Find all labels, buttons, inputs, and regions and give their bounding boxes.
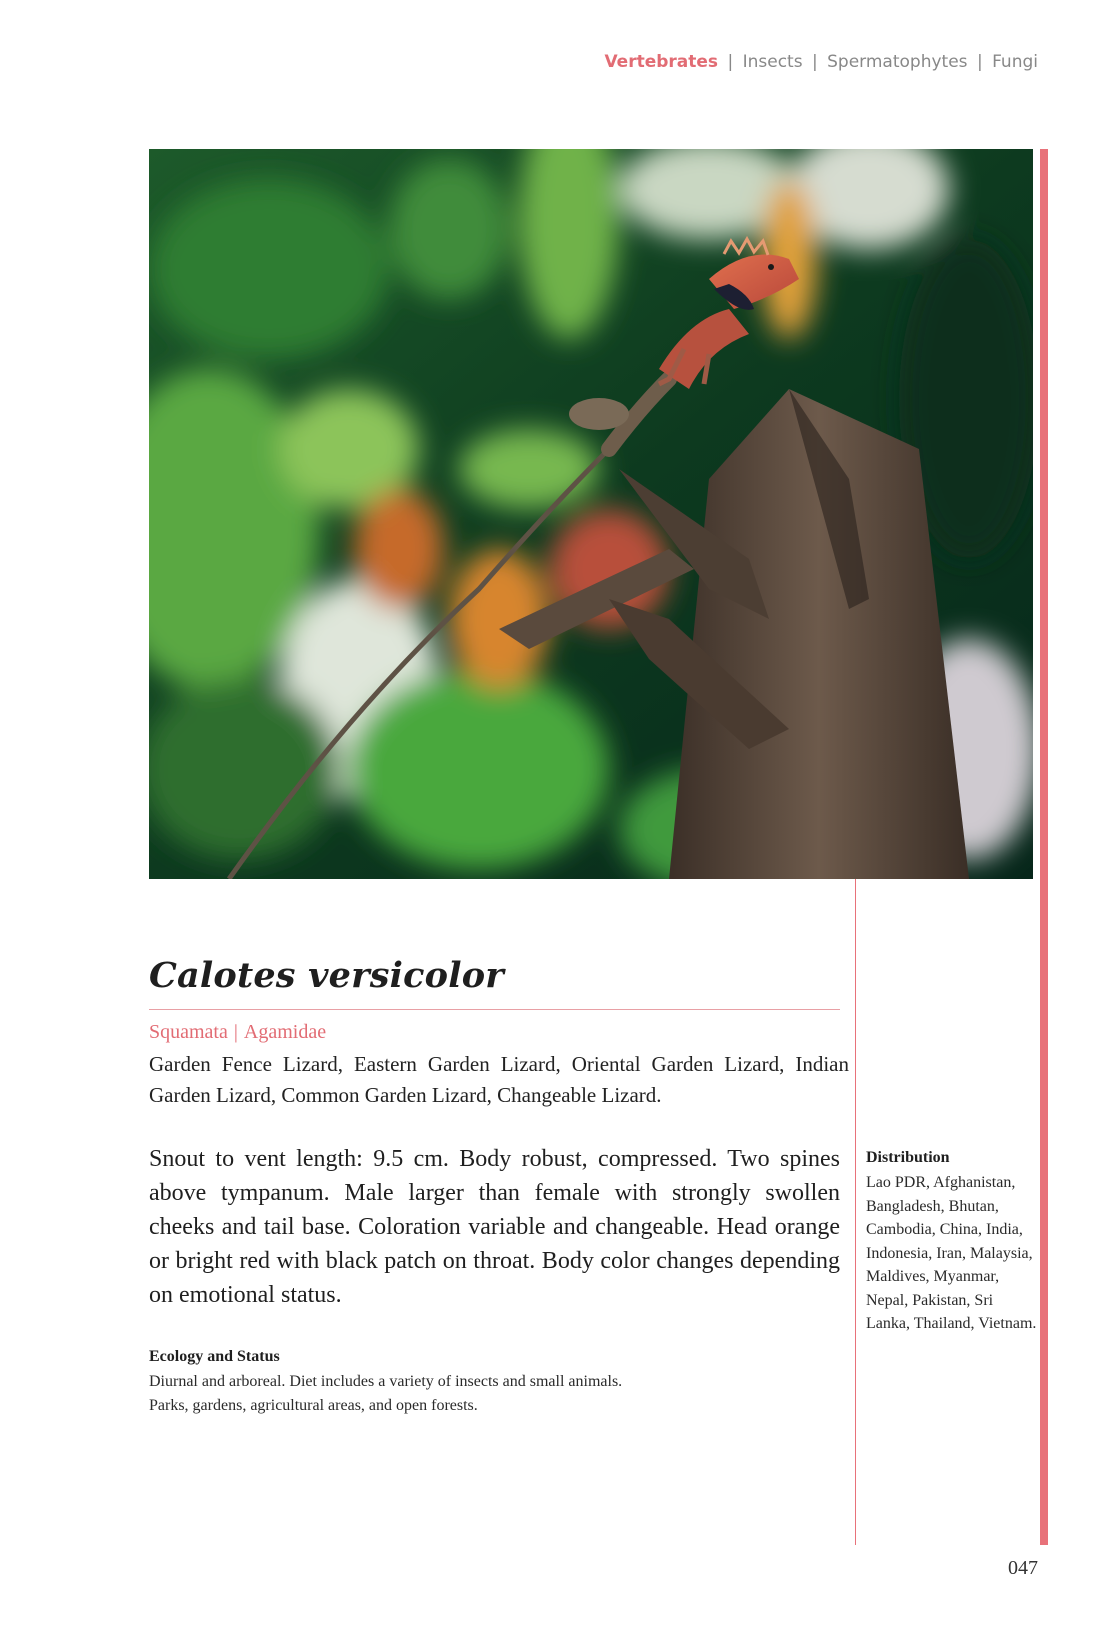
species-name: Calotes versicolor	[149, 955, 504, 996]
ecology-line: Diurnal and arboreal. Diet includes a variety of insects and small animals.	[149, 1373, 623, 1390]
title-rule	[149, 1009, 840, 1010]
nav-separator: |	[812, 52, 818, 72]
accent-bar	[1040, 149, 1048, 1545]
nav-separator: |	[976, 52, 983, 72]
common-names: Garden Fence Lizard, Eastern Garden Lizard, Oriental Garden Lizard, Indian Garden Lizard, Common Garden Lizard, Changeable Lizard.	[149, 1052, 849, 1107]
taxon-order: Squamata	[149, 1021, 228, 1043]
distribution-text: Lao PDR, Afghanistan, Bangladesh, Bhutan, Cambodia, China, India, Indonesia, Iran, Malaysia, Maldives, Myanmar, Nepal, Pakistan, Sri Lanka, Thailand, Vietnam.	[866, 1174, 1037, 1332]
taxonomy-line	[149, 1021, 326, 1044]
distribution-heading: Distribution	[866, 1149, 950, 1166]
nav-item-insects[interactable]: Insects	[742, 52, 803, 72]
species-photo	[149, 149, 1033, 879]
taxon-family: Agamidae	[243, 1021, 327, 1043]
ecology-text	[149, 1370, 849, 1418]
lizard-photo-illustration	[149, 149, 1033, 879]
page-number: 047	[1008, 1557, 1038, 1579]
ecology-line: Parks, gardens, agricultural areas, and open forests.	[149, 1397, 478, 1414]
taxon-separator: |	[233, 1021, 238, 1043]
nav-item-fungi[interactable]: Fungi	[992, 52, 1038, 72]
ecology-heading: Ecology and Status	[149, 1348, 280, 1365]
nav-separator: |	[727, 52, 734, 72]
nav-item-vertebrates[interactable]: Vertebrates	[604, 52, 719, 72]
nav-item-spermatophytes[interactable]: Spermatophytes	[827, 52, 968, 72]
species-description: Snout to vent length: 9.5 cm. Body robust, compressed. Two spines above tympanum. Male larger than female with strongly swollen cheeks and tail base. Coloration variable and changeable. Head orange or bright red with black patch on throat. Body color changes depending on emotional status.	[149, 1146, 840, 1308]
column-divider	[855, 879, 856, 1545]
section-nav	[604, 52, 1038, 72]
